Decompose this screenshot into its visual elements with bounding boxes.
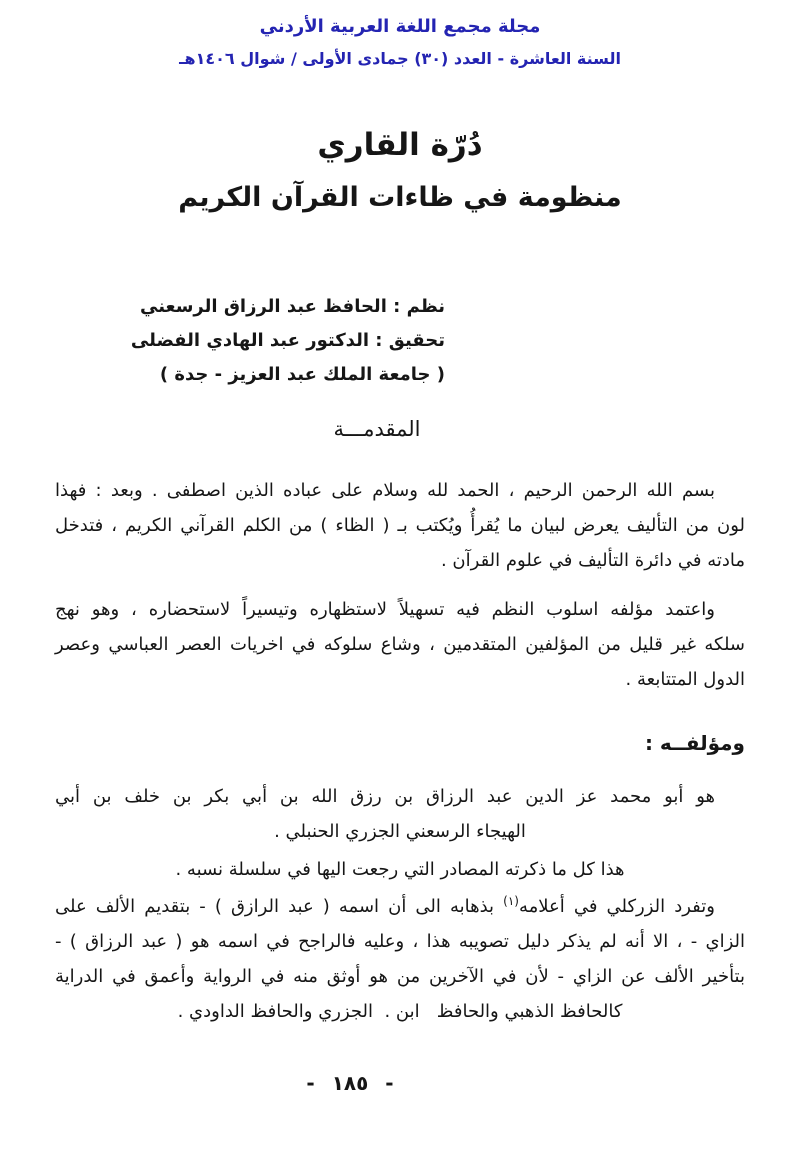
body-line: هذا كل ما ذكرته المصادر التي رجعت اليها في سلسلة نسبه . bbox=[175, 859, 625, 880]
byline-composer: نظم : الحافظ عبد الرزاق الرسعني bbox=[140, 296, 445, 317]
body-line: هو أبو محمد عز الدين عبد الرزاق بن رزق الله بن أبي بكر بن خلف بن أبي bbox=[55, 786, 715, 807]
body-line: لون من التأليف يعرض لبيان ما يُقرأُ ويُكتب بـ ( الظاء ) من الكلم القرآني الكريم ، فتدخل bbox=[55, 515, 745, 536]
body-line: كالحافظ الذهبي والحافظ ابن . الجزري والحافظ الداودي . bbox=[177, 1001, 623, 1022]
body-line: واعتمد مؤلفه اسلوب النظم فيه تسهيلاً لاستظهاره وتيسيراً لاستحضاره ، وهو نهج bbox=[55, 599, 715, 620]
body-line-text: بذهابه الى أن اسمه ( عبد الرازق ) - بتقديم الألف على bbox=[55, 896, 504, 917]
paragraph-zirikli bbox=[55, 889, 745, 1029]
page-number: - ١٨٥ - bbox=[306, 1071, 394, 1095]
doc-title-line-1: دُرّة القاري bbox=[317, 127, 483, 163]
journal-title: مجلة مجمع اللغة العربية الأردني bbox=[259, 16, 541, 37]
body-line: مادته في دائرة التأليف في علوم القرآن . bbox=[440, 550, 745, 571]
paragraph-author-name bbox=[55, 779, 745, 849]
section-heading-introduction: المقدمـــة bbox=[333, 417, 421, 441]
paragraph-sources bbox=[55, 852, 745, 887]
body-line: الهيجاء الرسعني الجزري الحنبلي . bbox=[274, 821, 526, 842]
doc-title-line-2: منظومة في ظاءات القرآن الكريم bbox=[178, 182, 622, 213]
footnote-marker: (١) bbox=[503, 894, 519, 908]
body-line: الدول المتتابعة . bbox=[625, 669, 745, 690]
paragraph-basmala bbox=[55, 473, 745, 578]
body-line: سلكه غير قليل من المؤلفين المتقدمين ، وشاع سلوكه في اخريات العصر العباسي وعصر bbox=[55, 634, 745, 655]
byline-affiliation: ( جامعة الملك عبد العزيز - جدة ) bbox=[159, 364, 445, 385]
body-line: بسم الله الرحمن الرحيم ، الحمد لله وسلام على عباده الذين اصطفى . وبعد : فهذا bbox=[55, 480, 715, 501]
body-line bbox=[55, 889, 745, 924]
body-line: الزاي - ، الا أنه لم يذكر دليل تصويبه هذا ، وعليه فالراجح في اسمه هو ( عبد الرزاق ) - bbox=[55, 931, 745, 952]
issue-line: السنة العاشرة - العدد (٣٠) جمادى الأولى / شوال ١٤٠٦هـ bbox=[179, 49, 621, 68]
section-heading-author: ومؤلفــه : bbox=[644, 731, 745, 755]
byline-block bbox=[131, 290, 445, 392]
journal-header bbox=[0, 0, 800, 70]
body-text bbox=[55, 473, 745, 1029]
byline-editor: تحقيق : الدكتور عبد الهادي الفضلى bbox=[130, 330, 445, 351]
paragraph-nazm-style bbox=[55, 592, 745, 697]
body-line-text: وتفرد الزركلي في أعلامه bbox=[518, 896, 715, 917]
body-line: بتأخير الألف عن الزاي - لأن في الآخرين من هو أوثق منه في الرواية وأعمق في الدراية bbox=[55, 966, 745, 987]
document-title bbox=[0, 126, 800, 216]
